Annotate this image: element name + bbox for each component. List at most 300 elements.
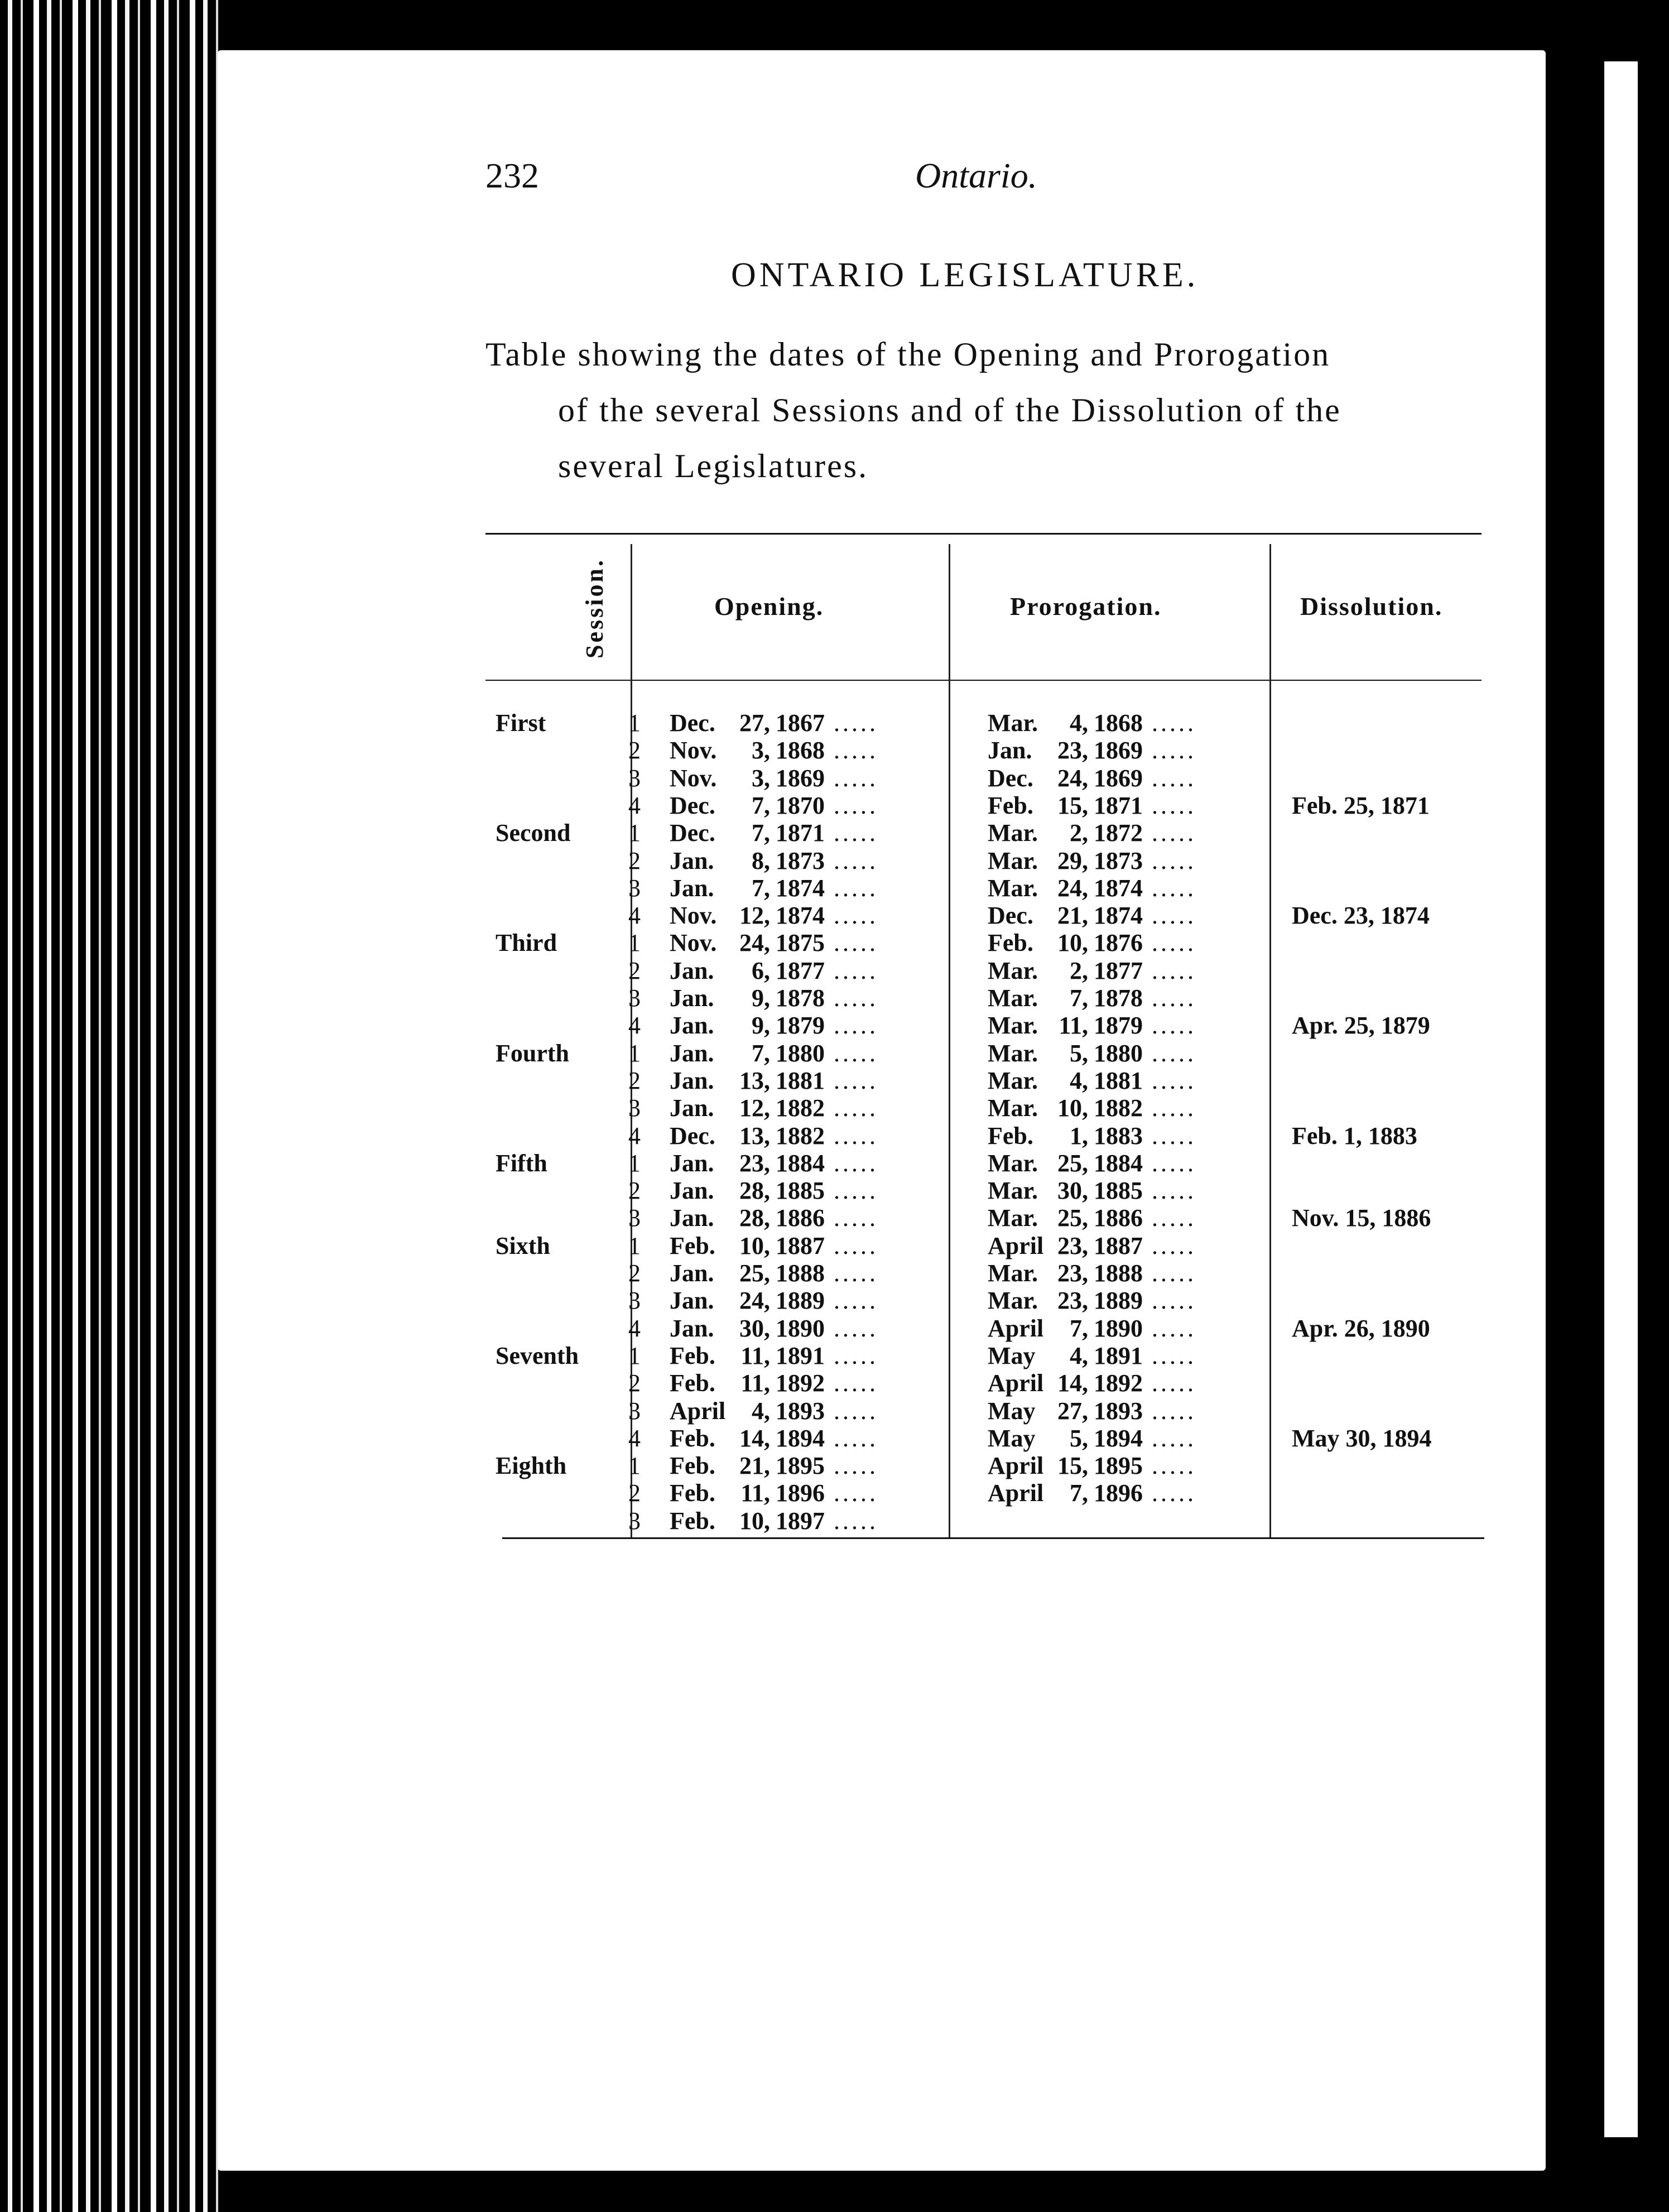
date-day: 24,: [739, 1287, 770, 1315]
prorogation-cell: [988, 1011, 1196, 1040]
leader-dots: .....: [1143, 1232, 1196, 1259]
table-top-rule: [485, 533, 1482, 535]
dissolution-cell: Nov. 15, 1886: [1292, 1204, 1431, 1232]
date-year: 1873: [1094, 847, 1143, 874]
leader-dots: .....: [825, 1341, 878, 1369]
date-year: 1867: [776, 709, 825, 737]
prorogation-cell: [988, 929, 1196, 957]
date-year: 1891: [1094, 1341, 1143, 1369]
date-year: 1874: [776, 874, 825, 902]
opening-cell: [670, 1122, 878, 1150]
session-cell: 2: [628, 956, 641, 984]
date-year: 1884: [776, 1149, 825, 1177]
prorogation-cell: [988, 1451, 1196, 1480]
date-month: Feb.: [670, 1479, 715, 1507]
date-month: Nov.: [670, 902, 717, 930]
leader-dots: .....: [1143, 1039, 1196, 1067]
session-cell: 3: [628, 1287, 641, 1315]
header-session: Session.: [581, 558, 608, 658]
prorogation-cell: [988, 1094, 1196, 1122]
opening-cell: [670, 1341, 878, 1370]
prorogation-cell: [988, 1507, 1094, 1535]
prorogation-cell: [988, 1039, 1196, 1067]
date-year: 1887: [1094, 1232, 1143, 1259]
leader-dots: .....: [1143, 1314, 1196, 1342]
prorogation-cell: [988, 1259, 1196, 1287]
session-cell: 3: [628, 1094, 641, 1122]
date-year: 1881: [1094, 1066, 1143, 1094]
date-month: Dec.: [670, 819, 715, 847]
table-bottom-rule: [502, 1537, 1484, 1539]
date-year: 1897: [776, 1507, 825, 1535]
date-year: 1875: [776, 929, 825, 957]
opening-cell: [670, 1479, 878, 1507]
opening-cell: [670, 901, 878, 930]
date-month: Feb.: [670, 1232, 715, 1259]
date-month: Mar.: [988, 819, 1038, 847]
leader-dots: .....: [825, 709, 878, 737]
caption-line: several Legislatures.: [558, 448, 869, 484]
session-cell: 2: [628, 1259, 641, 1287]
date-year: 1877: [1094, 956, 1143, 984]
leader-dots: .....: [825, 1012, 878, 1040]
prorogation-cell: [988, 1122, 1196, 1150]
date-day: 4,: [1070, 1341, 1088, 1369]
date-month: May: [988, 1341, 1036, 1369]
date-day: 5,: [1070, 1424, 1088, 1452]
opening-cell: [670, 1232, 878, 1260]
leader-dots: .....: [1143, 1369, 1196, 1397]
date-year: 1882: [1094, 1094, 1143, 1122]
leader-dots: .....: [1143, 847, 1196, 874]
header-prorogation: Prorogation.: [1010, 592, 1162, 621]
date-month: Jan.: [670, 1204, 714, 1232]
table-caption: [485, 326, 1484, 494]
legislature-cell: Third: [496, 929, 557, 957]
date-year: 1882: [776, 1094, 825, 1122]
date-day: 15,: [1057, 1452, 1088, 1480]
date-year: 1878: [776, 984, 825, 1012]
dissolution-cell: May 30, 1894: [1292, 1424, 1432, 1452]
date-day: 1,: [1070, 1122, 1088, 1150]
date-month: Mar.: [988, 956, 1038, 984]
prorogation-cell: [988, 1424, 1196, 1453]
session-cell: 1: [628, 1232, 641, 1259]
leader-dots: .....: [825, 1066, 878, 1094]
date-month: Jan.: [670, 1012, 714, 1040]
legislature-cell: Second: [496, 819, 571, 847]
leader-dots: .....: [1143, 1424, 1196, 1452]
date-year: 1872: [1094, 819, 1143, 847]
leader-dots: .....: [825, 1094, 878, 1122]
date-year: 1892: [1094, 1369, 1143, 1397]
leader-dots: .....: [825, 1149, 878, 1177]
leader-dots: .....: [1143, 1287, 1196, 1315]
date-month: Mar.: [988, 1177, 1038, 1205]
date-month: Mar.: [988, 1094, 1038, 1122]
column-divider: [1269, 544, 1271, 1537]
date-day: 10,: [1057, 1094, 1088, 1122]
date-day: 21,: [739, 1452, 770, 1480]
leader-dots: .....: [1143, 1259, 1196, 1287]
date-year: 1892: [776, 1369, 825, 1397]
session-cell: 4: [628, 1424, 641, 1452]
date-day: 7,: [752, 819, 770, 847]
leader-dots: .....: [825, 1204, 878, 1232]
date-day: 11,: [740, 1369, 770, 1397]
prorogation-cell: [988, 1369, 1196, 1397]
date-year: 1869: [1094, 737, 1143, 764]
leader-dots: .....: [1143, 984, 1196, 1012]
date-day: 13,: [739, 1122, 770, 1150]
date-day: 25,: [739, 1259, 770, 1287]
date-year: 1869: [1094, 764, 1143, 792]
date-year: 1895: [776, 1452, 825, 1480]
date-year: 1889: [1094, 1287, 1143, 1315]
date-month: Jan.: [670, 984, 714, 1012]
leader-dots: .....: [825, 1424, 878, 1452]
session-cell: 3: [628, 1204, 641, 1232]
leader-dots: .....: [825, 1039, 878, 1067]
date-year: 1881: [776, 1066, 825, 1094]
date-day: 10,: [739, 1232, 770, 1259]
date-year: 1886: [776, 1204, 825, 1232]
session-cell: 1: [628, 1341, 641, 1369]
date-day: 25,: [1057, 1204, 1088, 1232]
date-day: 14,: [739, 1424, 770, 1452]
date-year: 1879: [776, 1012, 825, 1040]
session-cell: 4: [628, 791, 641, 819]
leader-dots: .....: [825, 1397, 878, 1425]
date-day: 4,: [1070, 709, 1088, 737]
prorogation-cell: [988, 1479, 1196, 1507]
session-cell: 2: [628, 1479, 641, 1507]
date-month: Mar.: [988, 1287, 1038, 1315]
dissolution-cell: Feb. 25, 1871: [1292, 791, 1430, 819]
date-month: Feb.: [670, 1424, 715, 1452]
date-year: 1894: [1094, 1424, 1143, 1452]
date-year: 1893: [1094, 1397, 1143, 1425]
opening-cell: [670, 929, 878, 957]
leader-dots: .....: [825, 1452, 878, 1480]
date-year: 1874: [1094, 874, 1143, 902]
caption-line: of the several Sessions and of the Dissolution of the: [558, 392, 1341, 429]
date-year: 1883: [1094, 1122, 1143, 1150]
date-month: Jan.: [670, 1287, 714, 1315]
date-month: May: [988, 1397, 1036, 1425]
date-year: 1874: [1094, 902, 1143, 930]
opening-cell: [670, 1286, 878, 1315]
opening-cell: [670, 847, 878, 875]
leader-dots: .....: [1143, 791, 1196, 819]
leader-dots: .....: [1143, 1204, 1196, 1232]
date-month: Mar.: [988, 1039, 1038, 1067]
date-day: 11,: [740, 1341, 770, 1369]
leader-dots: .....: [825, 1122, 878, 1150]
dissolution-cell: Feb. 1, 1883: [1292, 1122, 1417, 1150]
session-cell: 4: [628, 902, 641, 930]
date-month: April: [988, 1232, 1044, 1259]
date-month: Feb.: [988, 929, 1033, 957]
session-cell: 2: [628, 847, 641, 874]
date-month: Jan.: [670, 956, 714, 984]
date-year: 1895: [1094, 1452, 1143, 1480]
date-month: Dec.: [670, 791, 715, 819]
prorogation-cell: [988, 1204, 1196, 1232]
date-month: May: [988, 1424, 1036, 1452]
date-month: Jan.: [670, 1094, 714, 1122]
leader-dots: .....: [1143, 874, 1196, 902]
date-month: Jan.: [670, 1039, 714, 1067]
date-day: 23,: [1057, 1259, 1088, 1287]
date-day: 23,: [1057, 737, 1088, 764]
opening-cell: [670, 1451, 878, 1480]
prorogation-cell: [988, 847, 1196, 875]
date-month: Dec.: [670, 1122, 715, 1150]
opening-cell: [670, 819, 878, 847]
leader-dots: .....: [825, 1232, 878, 1259]
date-year: 1868: [1094, 709, 1143, 737]
leader-dots: .....: [825, 874, 878, 902]
prorogation-cell: [988, 791, 1196, 820]
date-month: Mar.: [988, 1066, 1038, 1094]
date-day: 28,: [739, 1204, 770, 1232]
date-day: 7,: [1070, 984, 1088, 1012]
leader-dots: .....: [1143, 764, 1196, 792]
opening-cell: [670, 1039, 878, 1067]
date-month: Feb.: [988, 791, 1033, 819]
date-year: 1889: [776, 1287, 825, 1315]
leader-dots: .....: [1143, 1479, 1196, 1507]
prorogation-cell: [988, 1341, 1196, 1370]
session-cell: 1: [628, 1149, 641, 1177]
date-day: 21,: [1057, 902, 1088, 930]
leader-dots: .....: [825, 1479, 878, 1507]
date-day: 28,: [739, 1177, 770, 1205]
opening-cell: [670, 764, 878, 792]
date-year: 1894: [776, 1424, 825, 1452]
book-spine-edge: [0, 0, 223, 2212]
date-year: 1890: [776, 1314, 825, 1342]
prorogation-cell: [988, 901, 1196, 930]
date-year: 1884: [1094, 1149, 1143, 1177]
date-day: 24,: [739, 929, 770, 957]
leader-dots: .....: [1143, 1452, 1196, 1480]
document-title: ONTARIO LEGISLATURE.: [731, 256, 1199, 294]
dissolution-cell: Apr. 26, 1890: [1292, 1314, 1430, 1342]
date-month: Mar.: [988, 874, 1038, 902]
session-cell: 4: [628, 1012, 641, 1040]
date-month: Nov.: [670, 737, 717, 764]
date-year: 1873: [776, 847, 825, 874]
date-year: 1874: [776, 902, 825, 930]
date-day: 24,: [1057, 874, 1088, 902]
date-month: Mar.: [988, 1149, 1038, 1177]
date-year: 1890: [1094, 1314, 1143, 1342]
date-day: 27,: [739, 709, 770, 737]
date-day: 7,: [1070, 1314, 1088, 1342]
date-year: 1880: [776, 1039, 825, 1067]
date-month: Nov.: [670, 764, 717, 792]
prorogation-cell: [988, 956, 1196, 985]
date-day: 13,: [739, 1066, 770, 1094]
session-cell: 3: [628, 984, 641, 1012]
date-year: 1871: [776, 819, 825, 847]
prorogation-cell: [988, 819, 1196, 847]
date-month: Mar.: [988, 984, 1038, 1012]
opening-cell: [670, 709, 878, 737]
dissolution-cell: Dec. 23, 1874: [1292, 902, 1430, 930]
date-day: 23,: [739, 1149, 770, 1177]
legislature-cell: Sixth: [496, 1232, 550, 1259]
date-year: 1885: [1094, 1177, 1143, 1205]
session-cell: 1: [628, 929, 641, 957]
session-cell: 1: [628, 709, 641, 737]
legislature-cell: Fourth: [496, 1039, 569, 1067]
opening-cell: [670, 1507, 878, 1535]
leader-dots: .....: [1143, 1149, 1196, 1177]
session-cell: 3: [628, 1397, 641, 1425]
prorogation-cell: [988, 764, 1196, 792]
session-cell: 3: [628, 874, 641, 902]
leader-dots: .....: [1143, 902, 1196, 930]
date-month: Jan.: [670, 874, 714, 902]
date-day: 25,: [1057, 1149, 1088, 1177]
prorogation-cell: [988, 1066, 1196, 1095]
date-year: 1876: [1094, 929, 1143, 957]
leader-dots: .....: [1143, 819, 1196, 847]
opening-cell: [670, 1259, 878, 1287]
date-month: Jan.: [670, 1066, 714, 1094]
leader-dots: .....: [825, 1507, 878, 1535]
date-day: 11,: [1059, 1012, 1088, 1040]
opening-cell: [670, 874, 878, 902]
date-day: 23,: [1057, 1232, 1088, 1259]
date-day: 7,: [752, 1039, 770, 1067]
date-month: Feb.: [670, 1452, 715, 1480]
prorogation-cell: [988, 1232, 1196, 1260]
date-year: 1877: [776, 956, 825, 984]
opening-cell: [670, 1066, 878, 1095]
session-cell: 2: [628, 1177, 641, 1205]
session-cell: 2: [628, 737, 641, 764]
opening-cell: [670, 1176, 878, 1205]
date-day: 27,: [1057, 1397, 1088, 1425]
page-number: 232: [485, 156, 539, 195]
date-month: Jan.: [670, 1259, 714, 1287]
date-month: April: [988, 1452, 1044, 1480]
prorogation-cell: [988, 984, 1196, 1012]
leader-dots: .....: [825, 1369, 878, 1397]
prorogation-cell: [988, 1314, 1196, 1343]
date-month: April: [988, 1314, 1044, 1342]
date-day: 30,: [1057, 1177, 1088, 1205]
date-day: 11,: [740, 1479, 770, 1507]
header-dissolution: Dissolution.: [1300, 592, 1443, 621]
legislature-cell: Fifth: [496, 1149, 547, 1177]
opening-cell: [670, 1369, 878, 1397]
date-year: 1885: [776, 1177, 825, 1205]
opening-cell: [670, 1149, 878, 1177]
prorogation-cell: [988, 874, 1196, 902]
date-day: 6,: [752, 956, 770, 984]
leader-dots: .....: [825, 902, 878, 930]
session-cell: 4: [628, 1122, 641, 1150]
opening-cell: [670, 984, 878, 1012]
date-month: Mar.: [988, 1012, 1038, 1040]
date-year: 1871: [1094, 791, 1143, 819]
date-month: Feb.: [988, 1122, 1033, 1150]
header-opening: Opening.: [714, 592, 824, 621]
date-month: Jan.: [670, 847, 714, 874]
leader-dots: .....: [825, 791, 878, 819]
leader-dots: .....: [1143, 956, 1196, 984]
opening-cell: [670, 1204, 878, 1232]
date-month: April: [988, 1479, 1044, 1507]
leader-dots: .....: [825, 737, 878, 764]
dissolution-cell: Apr. 25, 1879: [1292, 1012, 1430, 1040]
opening-cell: [670, 791, 878, 820]
date-year: 1878: [1094, 984, 1143, 1012]
leader-dots: .....: [1143, 929, 1196, 957]
leader-dots: .....: [825, 984, 878, 1012]
date-month: Jan.: [670, 1149, 714, 1177]
leader-dots: .....: [825, 1287, 878, 1315]
date-month: Dec.: [988, 764, 1033, 792]
prorogation-cell: [988, 736, 1196, 764]
date-day: 7,: [752, 874, 770, 902]
session-cell: 2: [628, 1066, 641, 1094]
session-cell: 4: [628, 1314, 641, 1342]
opening-cell: [670, 1094, 878, 1122]
date-day: 12,: [739, 1094, 770, 1122]
date-day: 12,: [739, 902, 770, 930]
date-month: Mar.: [988, 847, 1038, 874]
date-year: 1888: [776, 1259, 825, 1287]
opening-cell: [670, 956, 878, 985]
session-cell: 1: [628, 819, 641, 847]
date-day: 5,: [1070, 1039, 1088, 1067]
opening-cell: [670, 1011, 878, 1040]
date-month: Mar.: [988, 1204, 1038, 1232]
date-day: 14,: [1057, 1369, 1088, 1397]
prorogation-cell: [988, 1149, 1196, 1177]
date-day: 10,: [1057, 929, 1088, 957]
date-year: 1893: [776, 1397, 825, 1425]
leader-dots: .....: [1143, 709, 1196, 737]
date-month: Feb.: [670, 1341, 715, 1369]
session-cell: 1: [628, 1452, 641, 1480]
leader-dots: .....: [825, 1177, 878, 1205]
date-month: Jan.: [988, 737, 1032, 764]
date-month: Mar.: [988, 1259, 1038, 1287]
date-day: 9,: [752, 1012, 770, 1040]
date-day: 2,: [1070, 956, 1088, 984]
date-year: 1886: [1094, 1204, 1143, 1232]
date-day: 10,: [739, 1507, 770, 1535]
date-day: 3,: [752, 764, 770, 792]
date-year: 1870: [776, 791, 825, 819]
leader-dots: .....: [1143, 1177, 1196, 1205]
date-day: 7,: [1070, 1479, 1088, 1507]
table-header-rule: [485, 680, 1482, 681]
leader-dots: .....: [1143, 1094, 1196, 1122]
date-day: 4,: [752, 1397, 770, 1425]
running-head: Ontario.: [915, 156, 1037, 195]
date-day: 30,: [739, 1314, 770, 1342]
leader-dots: .....: [825, 1259, 878, 1287]
date-month: April: [670, 1397, 726, 1425]
